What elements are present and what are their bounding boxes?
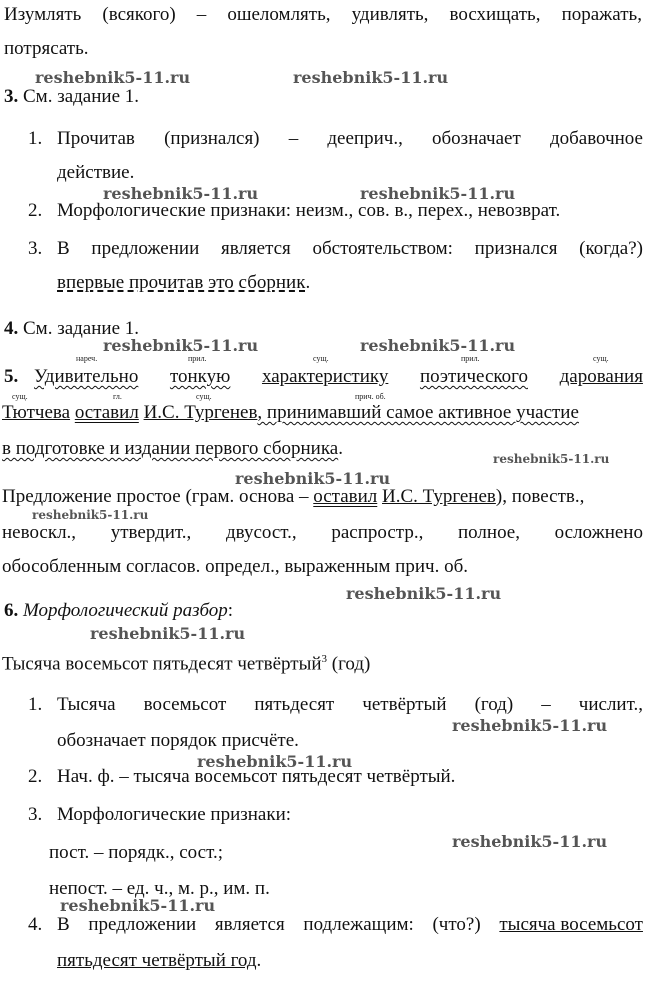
watermark: reshebnik5-11.ru: [346, 584, 502, 603]
part-of-speech-note: прич. об.: [355, 392, 386, 401]
task-3-item-2-text: Морфологические признаки: неизм., сов. в., перех., невозврат.: [57, 200, 561, 221]
intro-line-1: Изумлять (всякого) – ошеломлять, удивлять, восхищать, поражать,: [4, 4, 642, 25]
task-5-sentence-line-3: в подготовке и издании первого сборника.: [2, 438, 343, 459]
task-3-item-3-line-1: В предложении является обстоятельством: признался (когда?): [57, 238, 643, 259]
task-3-heading: 3. См. задание 1.: [4, 86, 140, 107]
watermark: reshebnik5-11.ru: [90, 624, 246, 643]
task-6-item-3-sub-2: непост. – ед. ч., м. р., им. п.: [49, 878, 270, 899]
watermark: reshebnik5-11.ru: [493, 452, 610, 466]
part-of-speech-note: прил.: [461, 354, 480, 363]
task-6-item-1-line-2: обозначает порядок присчёте.: [57, 730, 299, 751]
task-5-sentence-line-2: Тютчева оставил И.С. Тургенев, принимавший самое активное участие: [2, 402, 579, 423]
watermark: reshebnik5-11.ru: [197, 752, 353, 771]
task-3-item-1-line-1: Прочитав (признался) – дееприч., обозначает добавочное: [57, 128, 643, 149]
task-3-item-3-number: 3.: [28, 238, 43, 259]
part-of-speech-note: прил.: [188, 354, 207, 363]
watermark: reshebnik5-11.ru: [35, 68, 191, 87]
task-6-item-3-text: Морфологические признаки:: [57, 804, 292, 825]
watermark: reshebnik5-11.ru: [293, 68, 449, 87]
watermark: reshebnik5-11.ru: [452, 716, 608, 735]
part-of-speech-note: сущ.: [313, 354, 329, 363]
intro-line-2: потрясать.: [4, 38, 89, 59]
part-of-speech-note: нареч.: [76, 354, 98, 363]
task-6-item-1-line-1: Тысяча восемьсот пятьдесят четвёртый (год) – числит.,: [57, 694, 643, 715]
task-6-item-2-text: Нач. ф. – тысяча восемьсот пятьдесят четвёртый.: [57, 766, 456, 787]
task-6-phrase: Тысяча восемьсот пятьдесят четвёртый$^3$ (год): [2, 653, 371, 675]
watermark: reshebnik5-11.ru: [452, 832, 608, 851]
task-3-item-3-line-2: впервые прочитав это сборник.: [57, 272, 311, 293]
watermark: reshebnik5-11.ru: [360, 336, 516, 355]
watermark: reshebnik5-11.ru: [60, 896, 216, 915]
watermark: reshebnik5-11.ru: [103, 184, 259, 203]
task-5-analysis-line-2: невоскл., утвердит., двусост., распростр., полное, осложнено: [2, 522, 643, 543]
task-3-item-1-line-2: действие.: [57, 162, 135, 183]
task-6-heading: 6. Морфологический разбор:: [4, 600, 234, 621]
task-5-number: 5.: [4, 366, 19, 387]
task-6-item-3-sub-1: пост. – порядк., сост.;: [49, 842, 223, 863]
task-3-item-1-number: 1.: [28, 128, 43, 149]
task-6-item-2-number: 2.: [28, 766, 43, 787]
part-of-speech-note: гл.: [113, 392, 122, 401]
task-6-item-4-number: 4.: [28, 914, 43, 935]
task-6-item-1-number: 1.: [28, 694, 43, 715]
part-of-speech-note: сущ.: [12, 392, 28, 401]
watermark: reshebnik5-11.ru: [360, 184, 516, 203]
task-6-item-4-line-1: В предложении является подлежащим: (что?) тысяча восемьсот: [57, 914, 643, 935]
task-3-item-2-number: 2.: [28, 200, 43, 221]
task-6-item-3-number: 3.: [28, 804, 43, 825]
task-5-analysis-line-3: обособленным согласов. определ., выраженным прич. об.: [2, 556, 468, 577]
part-of-speech-note: сущ.: [593, 354, 609, 363]
part-of-speech-note: сущ.: [196, 392, 212, 401]
watermark: reshebnik5-11.ru: [103, 336, 259, 355]
task-5-analysis-line-1: Предложение простое (грам. основа – оставил И.С. Тургенев), повеств.,: [2, 486, 585, 507]
task-4-heading: 4. См. задание 1.: [4, 318, 140, 339]
watermark: reshebnik5-11.ru: [32, 508, 149, 522]
task-5-sentence-line-1: Удивительно тонкую характеристику поэтического дарования: [34, 366, 643, 387]
watermark: reshebnik5-11.ru: [235, 469, 391, 488]
task-6-item-4-line-2: пятьдесят четвёртый год.: [57, 950, 262, 971]
